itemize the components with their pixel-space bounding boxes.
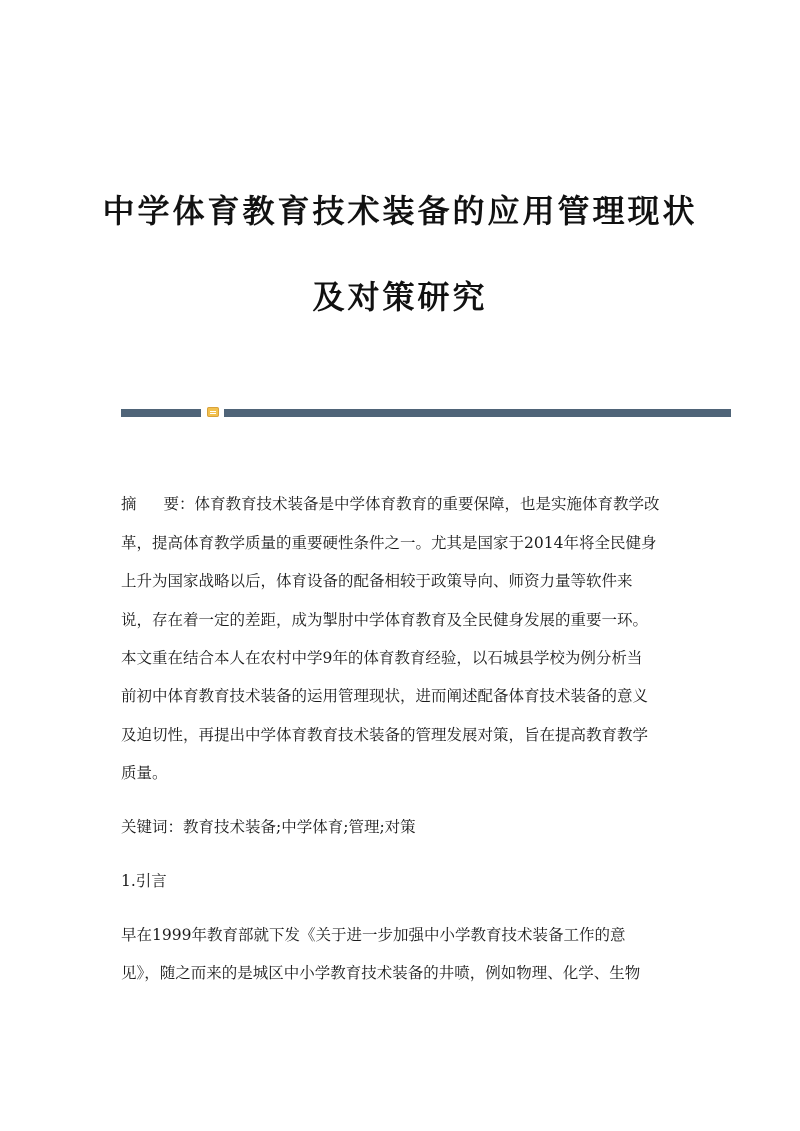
- section-1-text-line-2: 见》，随之而来的是城区中小学教育技术装备的井喷，例如物理、化学、生物: [121, 964, 641, 982]
- keywords-line: 关键词：教育技术装备;中学体育;管理;对策: [121, 818, 416, 836]
- paper-title-line-2: 及对策研究: [312, 278, 488, 316]
- section-1-heading: 1.引言: [121, 872, 167, 890]
- abstract-text-line-6: 前初中体育教育技术装备的运用管理现状，进而阐述配备体育技术装备的意义: [121, 687, 649, 705]
- section-1-text-line-1: 早在1999年教育部就下发《关于进一步加强中小学教育技术装备工作的意: [121, 926, 626, 944]
- abstract-text-line-3: 上升为国家战略以后，体育设备的配备相较于政策导向、师资力量等软件来: [121, 572, 633, 590]
- abstract-text-line-5: 本文重在结合本人在农村中学9年的体育教育经验，以石城县学校为例分析当: [121, 649, 643, 667]
- abstract-label-char-1: 摘: [121, 495, 137, 513]
- abstract-label-char-2: 要：: [163, 495, 195, 513]
- abstract-text-line-8: 质量。: [121, 764, 168, 782]
- abstract-text-line-2: 革，提高体育教学质量的重要硬性条件之一。尤其是国家于2014年将全民健身: [121, 534, 657, 552]
- divider-marker-icon: [207, 407, 219, 417]
- abstract-text-line-1: 体育教育技术装备是中学体育教育的重要保障，也是实施体育教学改: [194, 495, 660, 513]
- abstract-text-line-7: 及迫切性，再提出中学体育教育技术装备的管理发展对策，旨在提高教育教学: [121, 726, 649, 744]
- divider-bar-right: [224, 409, 731, 417]
- abstract-text-line-4: 说，存在着一定的差距，成为掣肘中学体育教育及全民健身发展的重要一环。: [121, 611, 649, 629]
- abstract-line-1: [121, 492, 660, 514]
- paper-title-line-1: 中学体育教育技术装备的应用管理现状: [102, 192, 698, 230]
- title-divider: [121, 409, 731, 417]
- divider-bar-left: [121, 409, 201, 417]
